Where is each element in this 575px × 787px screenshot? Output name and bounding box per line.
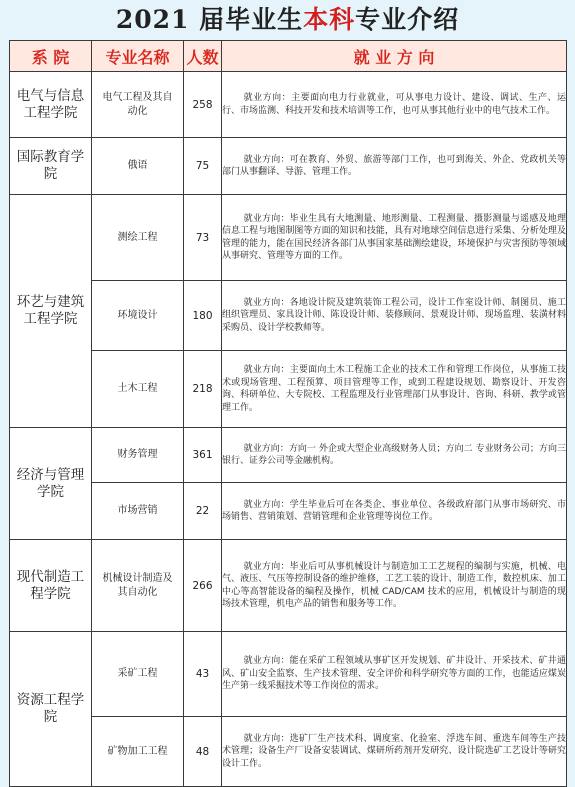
header-count: 人数 (184, 41, 222, 72)
major-cell (92, 483, 184, 540)
major-cell (92, 632, 184, 717)
major-name: 采矿工程 (117, 668, 158, 679)
major-cell (92, 72, 184, 138)
table-row (10, 428, 567, 483)
major-name: 环境设计 (117, 309, 158, 321)
count-cell: 75 (184, 138, 222, 195)
direction-cell: 就业方向：选矿厂生产技术科、调度室、化验室、浮选车间、重选车间等生产技术管理；设备生产厂设备安装调试、煤研所药剂开发研究、设计院选矿工艺设计等研究设计工作。 (222, 717, 567, 787)
direction-cell: 就业方向：能在采矿工程领域从事矿区开发规划、矿井设计、开采技术、矿井通风、矿山安全监察、生产技术管理、安全评价和科学研究等方面的工作，也能适应煤炭生产第一线采掘技术等工作岗位的需求。 (222, 632, 567, 717)
major-name: 市场营销 (117, 505, 158, 516)
table-row (10, 138, 567, 195)
majors-table (9, 40, 567, 787)
table-row (10, 195, 567, 281)
college-cell (10, 540, 92, 632)
count-cell: 22 (184, 483, 222, 540)
table-row (10, 717, 567, 787)
major-cell (92, 195, 184, 281)
count-cell: 218 (184, 351, 222, 428)
table-row (10, 540, 567, 632)
major-cell (92, 281, 184, 351)
college-cell (10, 138, 92, 195)
direction-cell: 就业方向：毕业后可从事机械设计与制造加工工艺规程的编制与实施，机械、电气、液压、气压等控制设备的维护维修，工艺工装的设计、制造工作，数控机床、加工中心等高智能设备的编程及操作，机械 CAD/CAM 技术的应用，机械设计与制造的现场技术管理，机电产品的销售和服务等工作。 (222, 540, 567, 632)
direction-cell: 就业方向：各地设计院及建筑装饰工程公司，设计工作室设计师、制图员、施工组织管理员、家具设计师、陈设设计师、装修顾问、景观设计师、现场监理、装潢材料采购员、设计学校教师等。 (222, 281, 567, 351)
college-name: 环艺与建筑工程学院 (16, 294, 85, 327)
count-cell: 73 (184, 195, 222, 281)
count-cell: 266 (184, 540, 222, 632)
major-cell (92, 428, 184, 483)
count-cell: 180 (184, 281, 222, 351)
direction-cell: 就业方向：方向一 外企或大型企业高级财务人员；方向二 专业财务公司；方向三 银行、证券公司等金融机构。 (222, 428, 567, 483)
title-highlight: 本科 (303, 5, 356, 34)
count-cell: 48 (184, 717, 222, 787)
major-cell (92, 540, 184, 632)
count-cell: 361 (184, 428, 222, 483)
major-cell (92, 717, 184, 787)
table-row (10, 281, 567, 351)
major-cell (92, 138, 184, 195)
header-major: 专业名称 (92, 41, 184, 72)
major-name: 矿物加工工程 (107, 745, 168, 757)
major-name: 财务管理 (117, 449, 158, 460)
major-name: 电气工程及其自动化 (102, 91, 173, 117)
college-cell (10, 195, 92, 428)
title-prefix: 2021 届毕业生 (115, 5, 304, 34)
major-name: 俄语 (127, 160, 148, 171)
major-cell (92, 351, 184, 428)
title-suffix: 专业介绍 (355, 5, 460, 34)
major-name: 机械设计制造及其自动化 (102, 572, 173, 598)
table-row (10, 483, 567, 540)
college-cell (10, 632, 92, 787)
college-name: 资源工程学院 (16, 692, 85, 725)
college-cell (10, 72, 92, 138)
count-cell: 43 (184, 632, 222, 717)
count-cell: 258 (184, 72, 222, 138)
major-name: 测绘工程 (117, 231, 158, 243)
header-college: 系 院 (10, 41, 92, 72)
header-row (10, 41, 567, 72)
header-direction: 就 业 方 向 (222, 41, 567, 72)
table-row (10, 351, 567, 428)
college-cell (10, 428, 92, 540)
table-row (10, 72, 567, 138)
direction-cell: 就业方向：学生毕业后可在各类企、事业单位、各级政府部门从事市场研究、市场销售、营销策划、营销管理和企业管理等岗位工作。 (222, 483, 567, 540)
college-name: 国际教育学院 (16, 149, 85, 182)
page-title (0, 2, 575, 38)
college-name: 现代制造工程学院 (16, 568, 85, 602)
direction-cell: 就业方向：毕业生具有大地测量、地形测量、工程测量、摄影测量与遥感及地理信息工程与地图制图等方面的知识和技能，具有对地球空间信息进行采集、分析处理及管理的能力，能在国民经济各部门从事国家基础测绘建设，环境保护与灾害预防等领域从事研究、管理等方面的工作。 (222, 195, 567, 281)
college-name: 经济与管理学院 (16, 466, 85, 500)
direction-cell: 就业方向：主要面向电力行业就业，可从事电力设计、建设、调试、生产、运行、市场监测、科技开发和技术培训等工作，也可从事其他行业中的电气技术工作。 (222, 72, 567, 138)
table-row (10, 632, 567, 717)
college-name: 电气与信息工程学院 (16, 87, 85, 121)
direction-cell: 就业方向：主要面向土木工程施工企业的技术工作和管理工作岗位，从事施工技术或现场管理、工程预算、项目管理等工作，或到工程建设规划、勘察设计、开发咨询、科研单位、大专院校、工程监理及行业管理部门从事设计、咨询、科研、教学或管理工作。 (222, 351, 567, 428)
direction-cell: 就业方向：可在教育、外贸、旅游等部门工作，也可到海关、外企、党政机关等部门从事翻译、导游、管理工作。 (222, 138, 567, 195)
major-name: 土木工程 (117, 383, 158, 394)
